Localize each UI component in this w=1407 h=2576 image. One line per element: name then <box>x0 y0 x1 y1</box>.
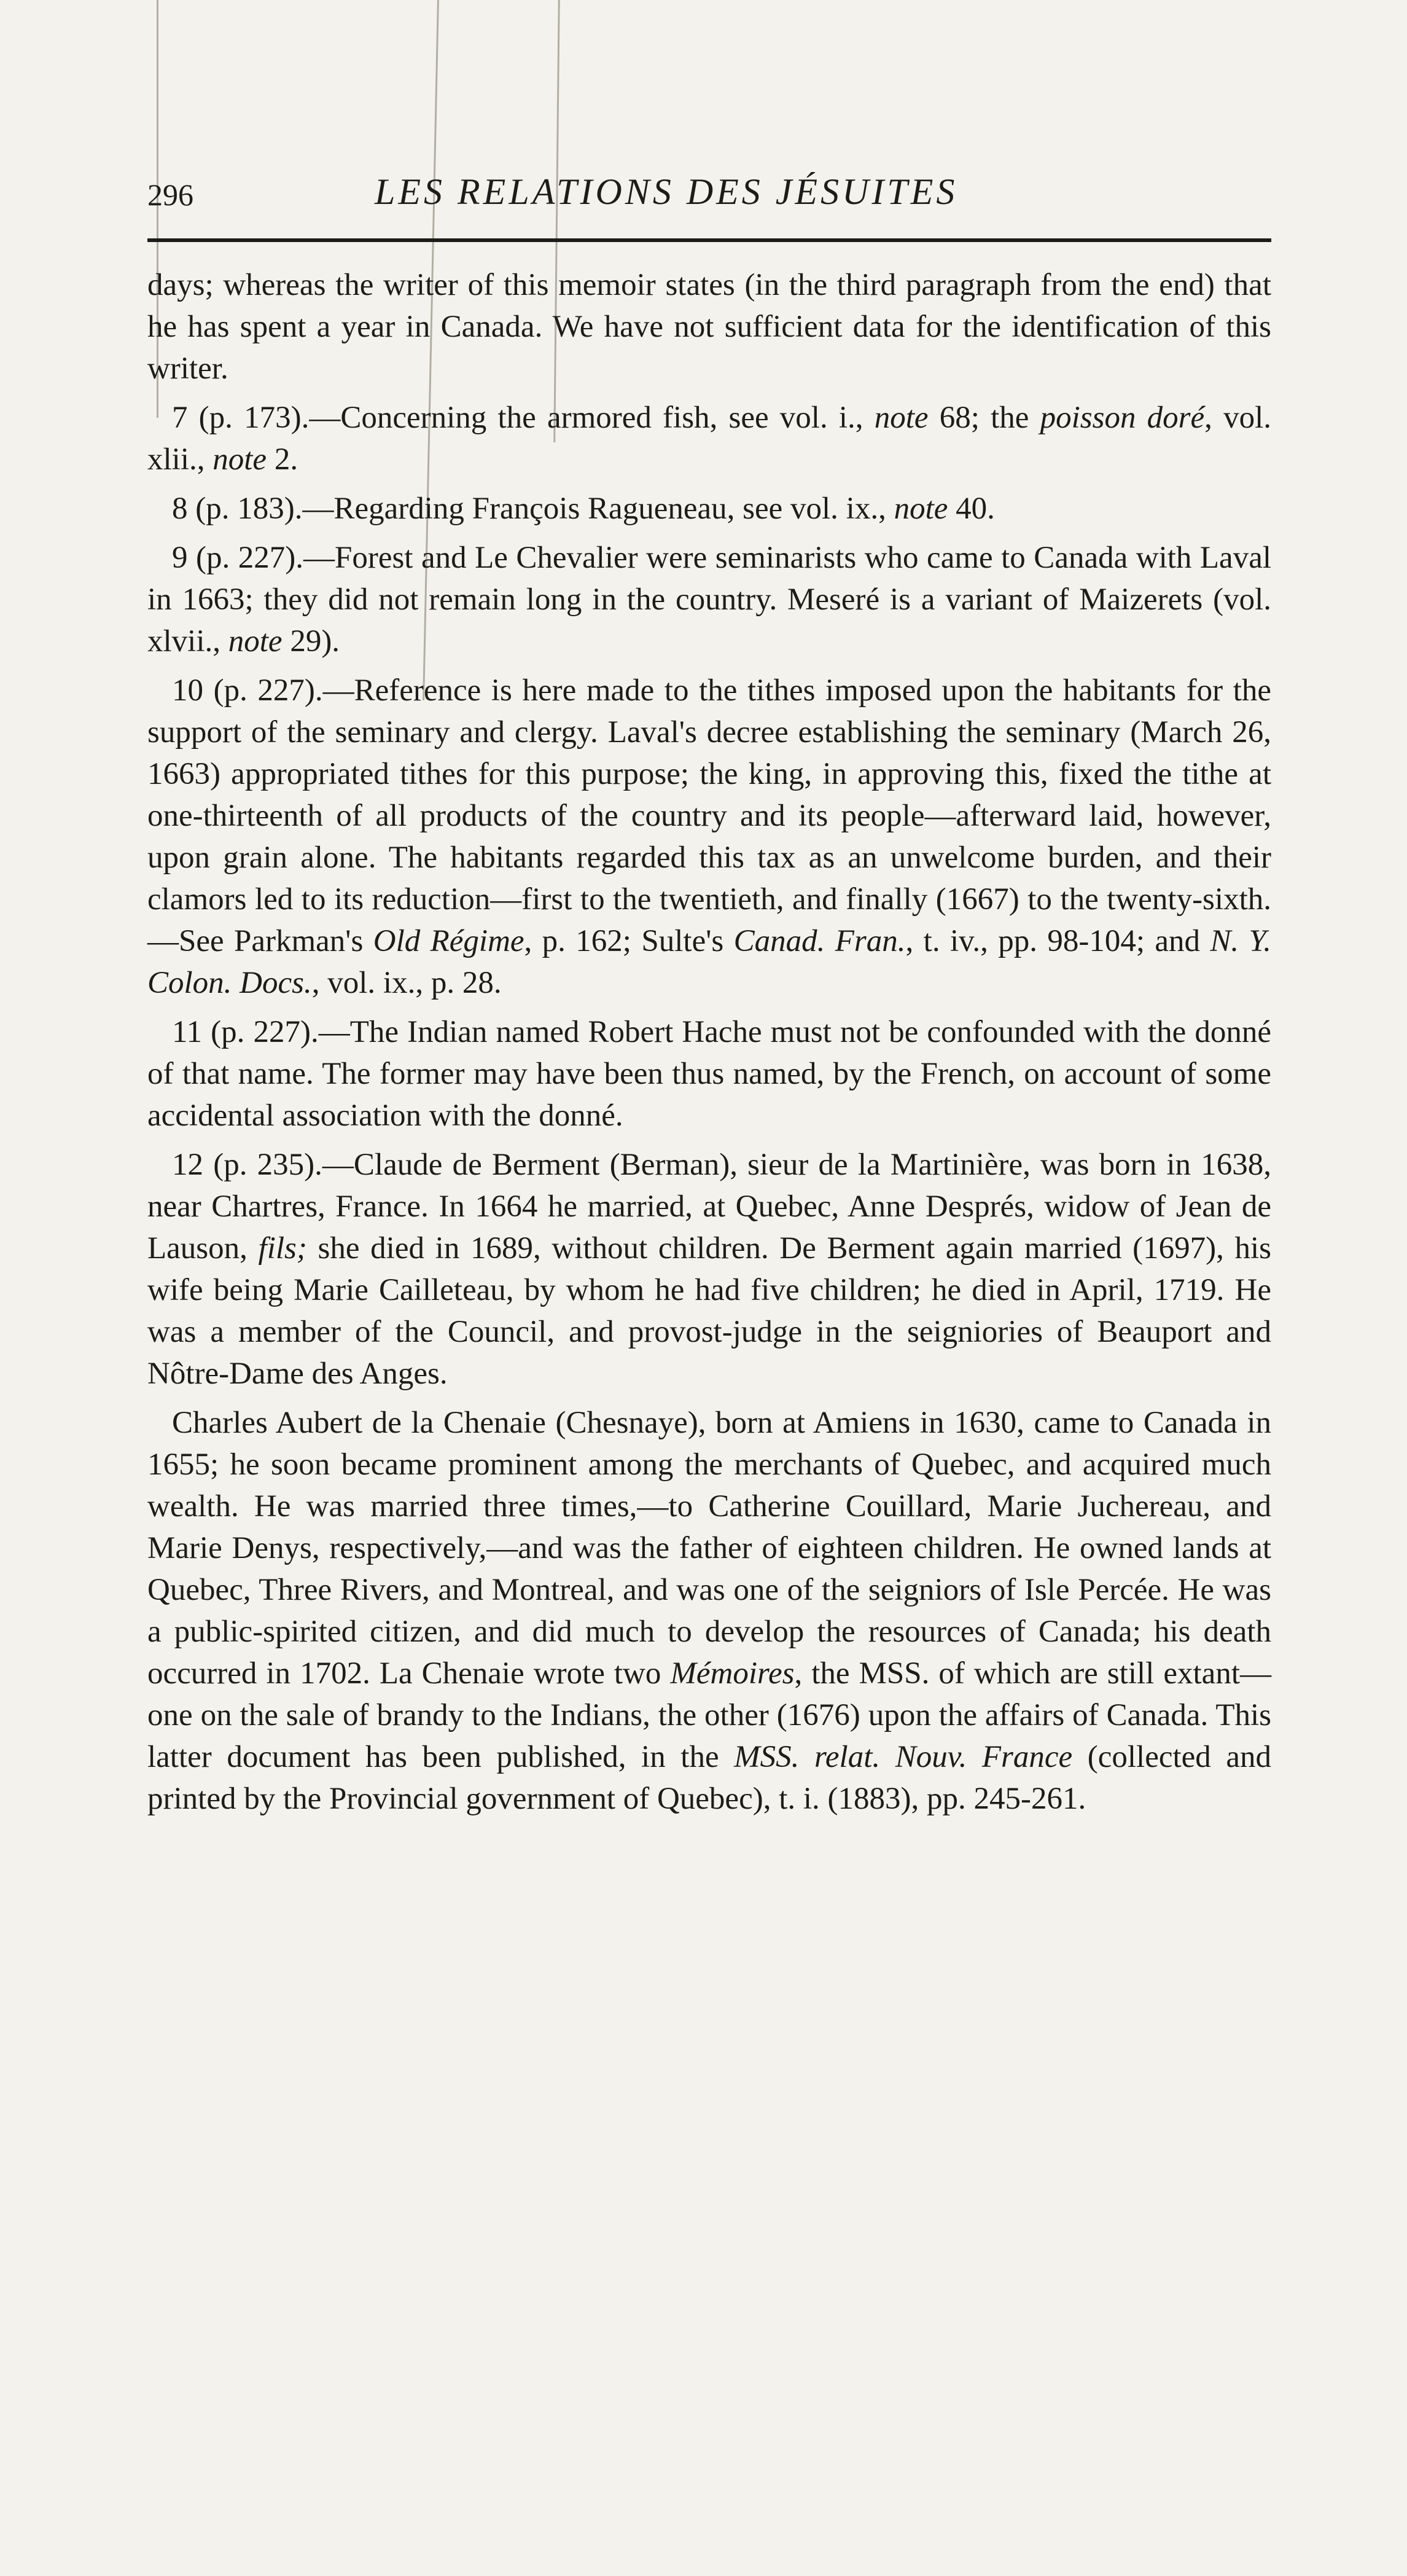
page-header <box>147 166 1271 215</box>
text-run: 7 (p. 173).—Concerning the armored fish, see vol. i., <box>172 401 875 435</box>
running-title: LES RELATIONS DES JÉSUITES <box>375 171 958 212</box>
italic-run: note <box>212 442 267 477</box>
italic-run: Old Régime <box>373 924 524 958</box>
page-number: 296 <box>147 178 193 212</box>
note-12 <box>147 1144 1271 1395</box>
text-run: 68; the <box>928 401 1040 435</box>
note-9 <box>147 537 1271 662</box>
italic-run: Canad. Fran. <box>733 924 906 958</box>
text-run: 9 (p. 227).—Forest and Le Chevalier were seminarists who came to Canada with Laval in 1663; they did not remain long in the country. Meseré is a variant of Maizerets (vol. xlvii., <box>147 541 1271 659</box>
text-run: 29). <box>282 624 340 659</box>
text-run: 8 (p. 183).—Regarding François Ragueneau, see vol. ix., <box>172 491 894 526</box>
text-run: , vol. ix., p. 28. <box>311 966 502 1000</box>
text-run: , vol. xlii., <box>147 401 1271 477</box>
text-run: 12 (p. 235).—Claude de Berment (Berman), sieur de la Martinière, was born in 1638, near Chartres, France. In 1664 he married, at Quebec, Anne Després, widow of Jean de Lauson, <box>147 1148 1271 1266</box>
note-12-continued <box>147 1402 1271 1820</box>
notes-body <box>147 264 1271 1827</box>
text-run: 11 (p. 227).—The Indian named Robert Hache must not be confounded with the donné of that name. The former may have been thus named, by the French, on account of some accidental association with the donné. <box>147 1015 1271 1133</box>
text-run: 40. <box>948 491 995 526</box>
italic-run: MSS. relat. Nouv. France <box>734 1740 1073 1774</box>
text-run: she died in 1689, without children. De Berment again married (1697), his wife being Marie Cailleteau, by whom he had five children; he died in April, 1719. He was a member of the Council, and provost-judge in the seigniories of Beauport and Nôtre-Dame des Anges. <box>147 1231 1271 1391</box>
paragraph-continuation <box>147 264 1271 390</box>
document-page <box>147 166 1271 1816</box>
note-8 <box>147 488 1271 530</box>
italic-run: N. Y. Colon. Docs. <box>147 924 1271 1000</box>
text-run: (collected and printed by the Provincial government of Quebec), t. i. (1883), pp. 245-261. <box>147 1740 1271 1816</box>
italic-run: note <box>874 401 929 435</box>
text-run: 2. <box>267 442 298 477</box>
note-11 <box>147 1011 1271 1137</box>
italic-run: fils; <box>258 1231 307 1266</box>
italic-run: note <box>228 624 283 659</box>
text-run: days; whereas the writer of this memoir states (in the third paragraph from the end) that he has spent a year in Canada. We have not sufficient data for the identification of this writer. <box>147 268 1271 386</box>
text-run: Charles Aubert de la Chenaie (Chesnaye), born at Amiens in 1630, came to Canada in 1655; he soon became prominent among the merchants of Quebec, and acquired much wealth. He was married three times,—to Catherine Couillard, Marie Juchereau, and Marie Denys, respectively,—and was the father of eighteen children. He owned lands at Quebec, Three Rivers, and Montreal, and was one of the seigniors of Isle Percée. He was a public-spirited citizen, and did much to develop the resources of Canada; his death occurred in 1702. La Chenaie wrote two <box>147 1406 1271 1691</box>
header-rule <box>147 238 1271 242</box>
note-10 <box>147 670 1271 1004</box>
text-run: , t. iv., pp. 98-104; and <box>905 924 1210 958</box>
italic-run: poisson doré <box>1040 401 1205 435</box>
text-run: , the MSS. of which are still extant—one on the sale of brandy to the Indians, the other (1676) upon the affairs of Canada. This latter document has been published, in the <box>147 1656 1271 1774</box>
text-run: 10 (p. 227).—Reference is here made to the tithes imposed upon the habitants for the support of the seminary and clergy. Laval's decree establishing the seminary (March 26, 1663) appropriated tithes for this purpose; the king, in approving this, fixed the tithe at one-thirteenth of all products of the country and its people—afterward laid, however, upon grain alone. The habitants regarded this tax as an unwelcome burden, and their clamors led to its reduction—first to the twentieth, and finally (1667) to the twenty-sixth.—See Parkman's <box>147 673 1271 958</box>
italic-run: note <box>894 491 948 526</box>
italic-run: Mémoires <box>670 1656 795 1691</box>
text-run: , p. 162; Sulte's <box>524 924 734 958</box>
note-7 <box>147 397 1271 480</box>
